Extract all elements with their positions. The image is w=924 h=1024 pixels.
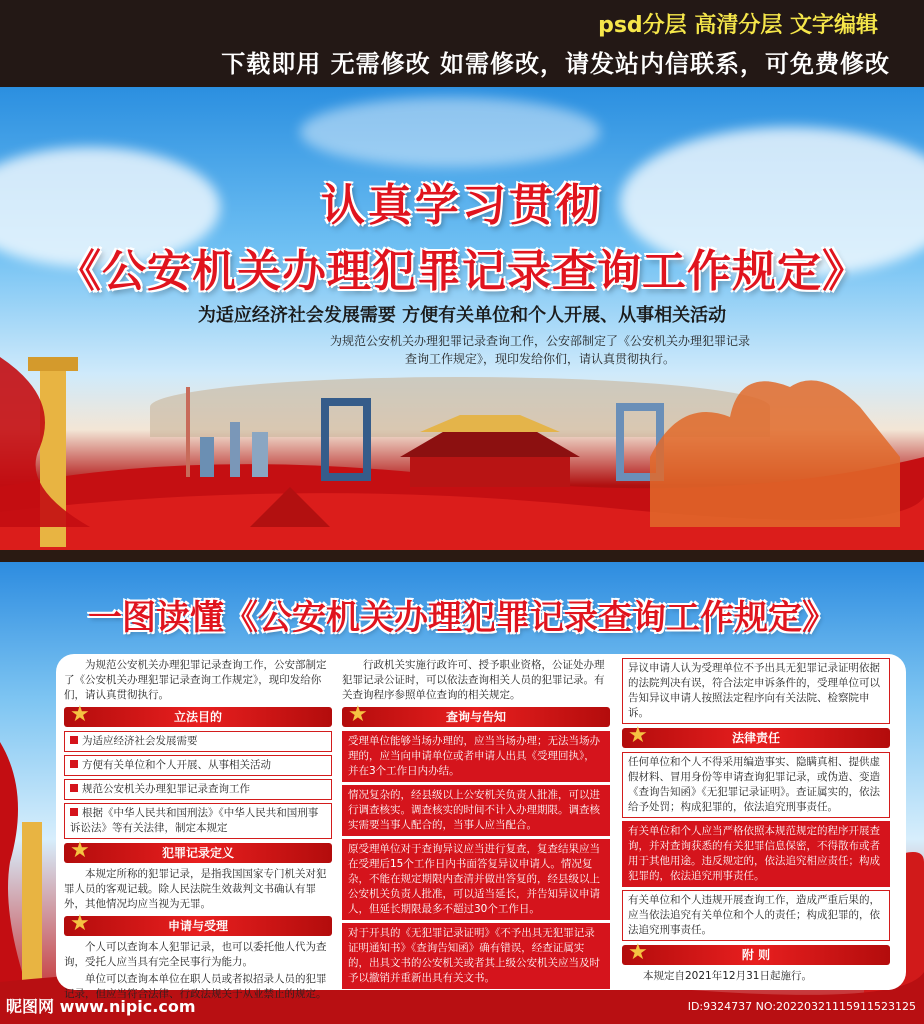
liability-box-3: 有关单位和个人违规开展查询工作，造成严重后果的，应当依法追究有关单位和个人的责任；构成犯罪的，依法追究刑事责任。 xyxy=(622,890,890,941)
section-header-definition: ★ 犯罪记录定义 xyxy=(64,843,332,863)
star-icon: ★ xyxy=(628,940,648,965)
bullet-item: 规范公安机关办理犯罪记录查询工作 xyxy=(64,779,332,800)
watermark-logo: 昵图网 www.nipic.com xyxy=(6,997,196,1016)
subtitle: 为适应经济社会发展需要 方便有关单位和个人开展、从事相关活动 xyxy=(197,305,727,326)
query-box-4: 对于开具的《无犯罪记录证明》《不予出具无犯罪记录证明通知书》《查询告知函》确有错误，经查证属实的，出具文书的公安机关或者其上级公安机关应当及时予以撤销并重新出具有关文书。 xyxy=(342,923,610,989)
square-bullet-icon xyxy=(70,784,78,792)
star-icon: ★ xyxy=(70,838,90,863)
content-panel xyxy=(56,654,906,1000)
column-1 xyxy=(64,658,332,1004)
top-banner xyxy=(0,0,924,87)
main-title-line-1: 认真学习贯彻 xyxy=(321,180,603,231)
infographic-title: 一图读懂《公安机关办理犯罪记录查询工作规定》 xyxy=(88,598,836,638)
banner-line-1: psd分层 高清分层 文字编辑 xyxy=(598,13,878,38)
square-bullet-icon xyxy=(70,736,78,744)
objection-text: 异议申请人认为受理单位不予出具无犯罪记录证明依据的法院判决有误，符合法定申诉条件的，受理单位可以告知异议申请人按照法定程序向有关法院、检察院申诉。 xyxy=(622,658,890,724)
landmark-illustration xyxy=(0,327,924,550)
image-id: ID:9324737 NO:20220321115911523125 xyxy=(687,1000,916,1013)
square-bullet-icon xyxy=(70,760,78,768)
bullet-item: 根据《中华人民共和国刑法》《中华人民共和国刑事诉讼法》等有关法律，制定本规定 xyxy=(64,803,332,839)
section-header-legislative-purpose: ★ 立法目的 xyxy=(64,707,332,727)
section-header-legal-liability: ★ 法律责任 xyxy=(622,728,890,748)
square-bullet-icon xyxy=(70,808,78,816)
star-icon: ★ xyxy=(348,702,368,727)
bullet-item: 为适应经济社会发展需要 xyxy=(64,731,332,752)
application-text-1: 个人可以查询本人犯罪记录，也可以委托他人代为查询，受托人应当具有完全民事行为能力。 xyxy=(64,941,327,968)
col2-intro: 行政机关实施行政许可、授予职业资格，公证处办理犯罪记录公证时，可以依法查询相关人员的犯罪记录。有关查询程序参照单位查询的相关规定。 xyxy=(342,659,605,701)
section-header-application: ★ 申请与受理 xyxy=(64,916,332,936)
main-title-line-2: 《公安机关办理犯罪记录查询工作规定》 xyxy=(57,246,867,297)
col1-intro: 为规范公安机关办理犯罪记录查询工作，公安部制定了《公安机关办理犯罪记录查询工作规定》，现印发给你们，请认真贯彻执行。 xyxy=(64,659,327,701)
query-box-2: 情况复杂的，经县级以上公安机关负责人批准，可以进行调查核实。调查核实的时间不计入办理期限。调查核实需要当事人配合的，当事人应当配合。 xyxy=(342,785,610,836)
column-2 xyxy=(342,658,610,992)
section-header-appendix: ★ 附 则 xyxy=(622,945,890,965)
banner-line-2: 下载即用 无需修改 如需修改，请发站内信联系，可免费修改 xyxy=(221,50,890,78)
liability-box-1: 任何单位和个人不得采用编造事实、隐瞒真相、提供虚假材料、冒用身份等申请查询犯罪记录，或伪造、变造《查询告知函》《无犯罪记录证明》。查证属实的，依法给予处罚；构成犯罪的，依法追究刑事责任。 xyxy=(622,752,890,818)
definition-text: 本规定所称的犯罪记录，是指我国国家专门机关对犯罪人员的客观记载。除人民法院生效裁判文书确认有罪外，其他情况均应当视为无罪。 xyxy=(64,868,327,910)
star-icon: ★ xyxy=(628,723,648,748)
query-box-3: 原受理单位对于查询异议应当进行复查，复查结果应当在受理后15个工作日内书面答复异议申请人。情况复杂，不能在规定期限内查清并做出答复的，经县级以上公安机关负责人批准，可以适当延长，并告知异议申请人，但延长期限最多不超过30个工作日。 xyxy=(342,839,610,920)
section-header-query-notice: ★ 查询与告知 xyxy=(342,707,610,727)
star-icon: ★ xyxy=(70,702,90,727)
star-icon: ★ xyxy=(70,911,90,936)
appendix-text: 本规定自2021年12月31日起施行。 xyxy=(643,970,812,982)
intro-text: 为规范公安机关办理犯罪记录查询工作，公安部制定了《公安机关办理犯罪记录查询工作规定》，现印发给你们，请认真贯彻执行。 xyxy=(330,334,751,366)
lower-board xyxy=(0,562,924,1024)
upper-board xyxy=(0,87,924,550)
query-box-1: 受理单位能够当场办理的，应当当场办理；无法当场办理的，应当向申请单位或者申请人出具《受理回执》，并在3个工作日内办结。 xyxy=(342,731,610,782)
cloud-decoration xyxy=(300,97,600,167)
column-3 xyxy=(622,658,890,986)
liability-box-2: 有关单位和个人应当严格依照本规范规定的程序开展查询，并对查询获悉的有关犯罪信息保密，不得散布或者用于其他用途。违反规定的，依法追究相应责任；构成犯罪的，依法追究刑事责任。 xyxy=(622,821,890,887)
bullet-item: 方便有关单位和个人开展、从事相关活动 xyxy=(64,755,332,776)
application-text-2: 单位可以查询本单位在职人员或者拟招录人员的犯罪记录，但应当符合法律、行政法规关于从业禁止的规定。 xyxy=(64,973,327,1000)
